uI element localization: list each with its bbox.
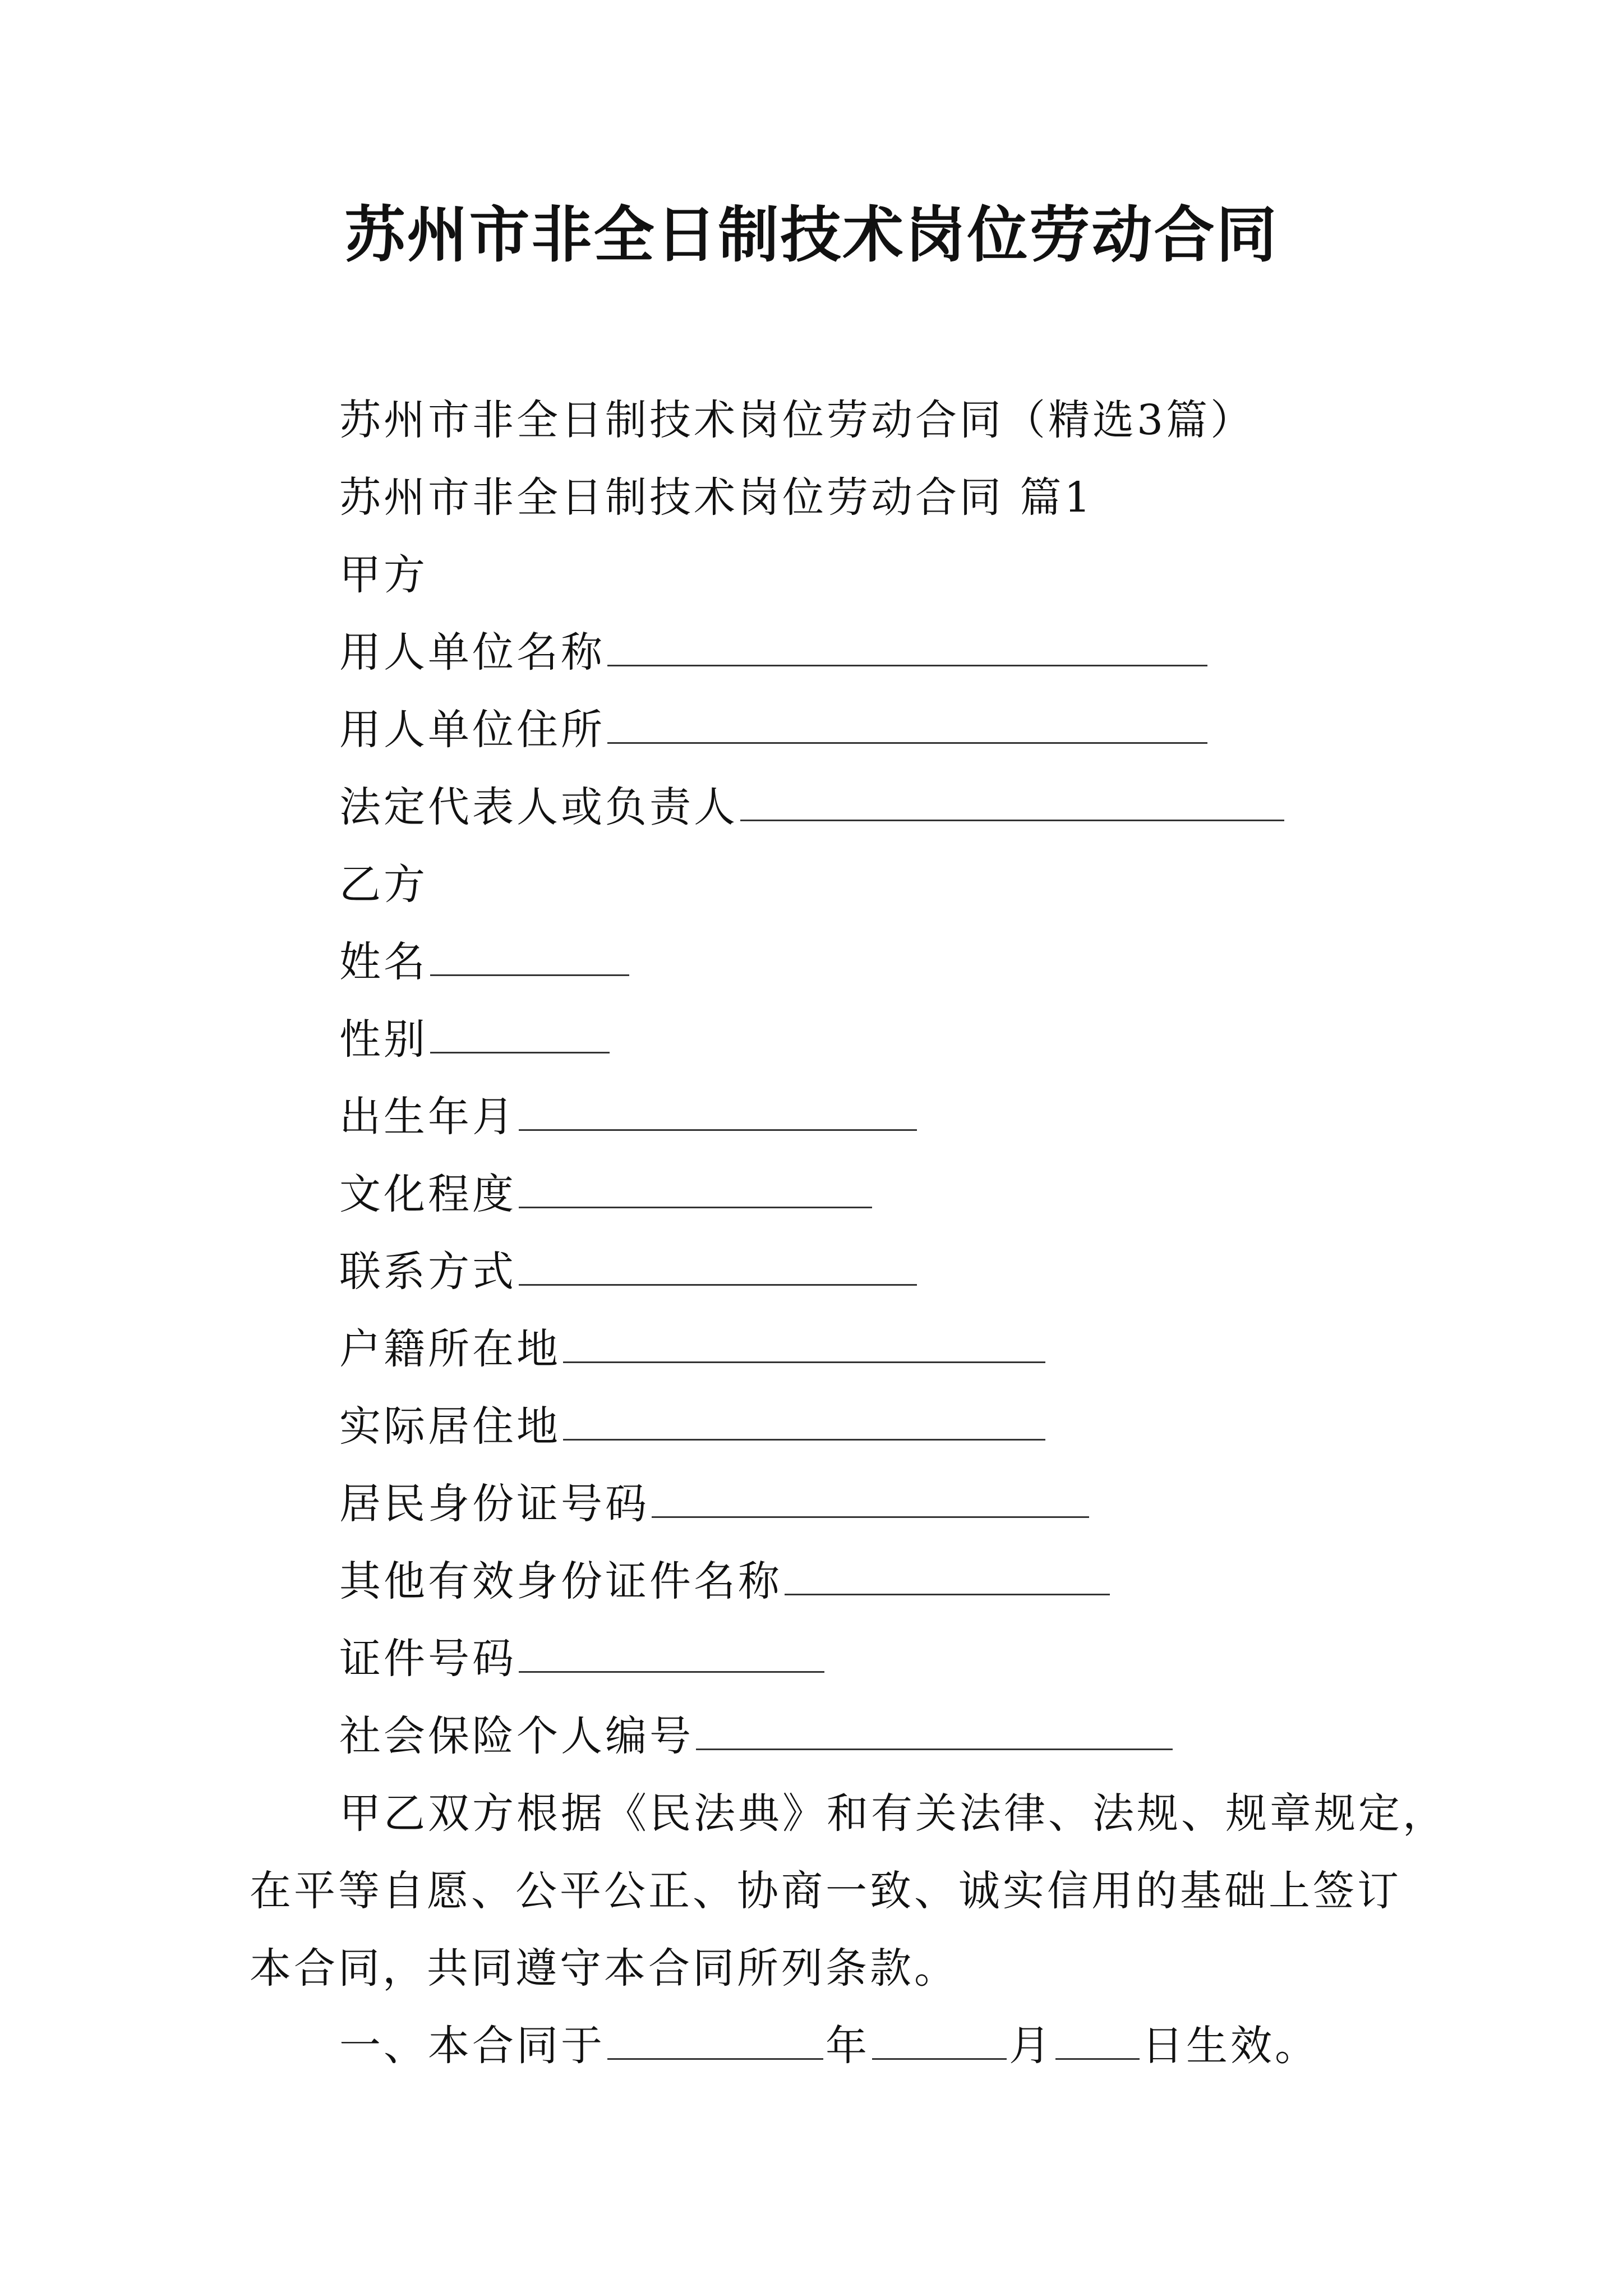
- gender-label: 性别: [339, 1015, 428, 1064]
- legal-rep-blank[interactable]: [740, 786, 1284, 821]
- social-security-field: [0, 1697, 1623, 1775]
- unit-address-field: [0, 691, 1623, 769]
- preamble-line-2: 在平等自愿、公平公正、协商一致、诚实信用的基础上签订: [250, 1867, 1401, 1915]
- gender-blank[interactable]: [430, 1018, 610, 1053]
- household-label: 户籍所在地: [339, 1325, 561, 1373]
- unit-address-blank[interactable]: [607, 708, 1207, 744]
- other-id-name-blank[interactable]: [785, 1560, 1110, 1595]
- clause-1-day-blank[interactable]: [1055, 2024, 1140, 2060]
- cert-number-field: [0, 1620, 1623, 1697]
- preamble-line-3: 本合同，共同遵守本合同所列条款。: [250, 1944, 958, 1993]
- party-a-heading: 甲方: [339, 551, 428, 599]
- other-id-name-field: [0, 1543, 1623, 1620]
- legal-rep-field: [0, 769, 1623, 846]
- education-field: [0, 1156, 1623, 1233]
- birth-field: [0, 1078, 1623, 1156]
- contact-field: [0, 1233, 1623, 1310]
- document-body: [0, 381, 1623, 2085]
- name-blank[interactable]: [430, 941, 629, 976]
- cert-number-blank[interactable]: [519, 1637, 824, 1673]
- clause-1-month-label: 月: [1009, 2022, 1053, 2070]
- clause-1-year-label: 年: [826, 2022, 870, 2070]
- legal-rep-label: 法定代表人或负责人: [339, 783, 738, 831]
- social-security-blank[interactable]: [696, 1715, 1173, 1750]
- other-id-name-label: 其他有效身份证件名称: [339, 1557, 782, 1605]
- id-number-blank[interactable]: [652, 1483, 1089, 1518]
- contact-blank[interactable]: [519, 1250, 917, 1286]
- unit-address-label: 用人单位住所: [339, 706, 605, 754]
- clause-1: [0, 2007, 1623, 2085]
- id-number-label: 居民身份证号码: [339, 1480, 649, 1528]
- unit-name-label: 用人单位名称: [339, 628, 605, 677]
- contact-label: 联系方式: [339, 1248, 517, 1296]
- clause-1-suffix: 日生效。: [1142, 2022, 1319, 2070]
- section-heading: 苏州市非全日制技术岗位劳动合同 篇1: [339, 473, 1094, 522]
- clause-1-month-blank[interactable]: [872, 2024, 1007, 2060]
- unit-name-blank[interactable]: [607, 631, 1207, 666]
- household-blank[interactable]: [563, 1328, 1045, 1363]
- residence-blank[interactable]: [563, 1405, 1045, 1441]
- residence-field: [0, 1388, 1623, 1465]
- clause-1-prefix: 一、本合同于: [339, 2022, 605, 2070]
- unit-name-field: [0, 614, 1623, 691]
- document-subtitle: 苏州市非全日制技术岗位劳动合同（精选3篇）: [339, 396, 1255, 444]
- document-title: 苏州市非全日制技术岗位劳动合同: [344, 200, 1279, 270]
- residence-label: 实际居住地: [339, 1402, 561, 1451]
- clause-1-year-blank[interactable]: [607, 2024, 823, 2060]
- name-field: [0, 923, 1623, 1001]
- household-field: [0, 1310, 1623, 1388]
- education-blank[interactable]: [519, 1173, 872, 1208]
- name-label: 姓名: [339, 938, 428, 986]
- education-label: 文化程度: [339, 1170, 517, 1218]
- cert-number-label: 证件号码: [339, 1635, 517, 1683]
- preamble-line-1: 甲乙双方根据《民法典》和有关法律、法规、规章规定，: [339, 1789, 1447, 1838]
- gender-field: [0, 1001, 1623, 1078]
- party-b-heading: 乙方: [339, 861, 428, 909]
- birth-blank[interactable]: [519, 1096, 917, 1131]
- birth-label: 出生年月: [339, 1093, 517, 1141]
- social-security-label: 社会保险个人编号: [339, 1712, 694, 1760]
- id-number-field: [0, 1465, 1623, 1543]
